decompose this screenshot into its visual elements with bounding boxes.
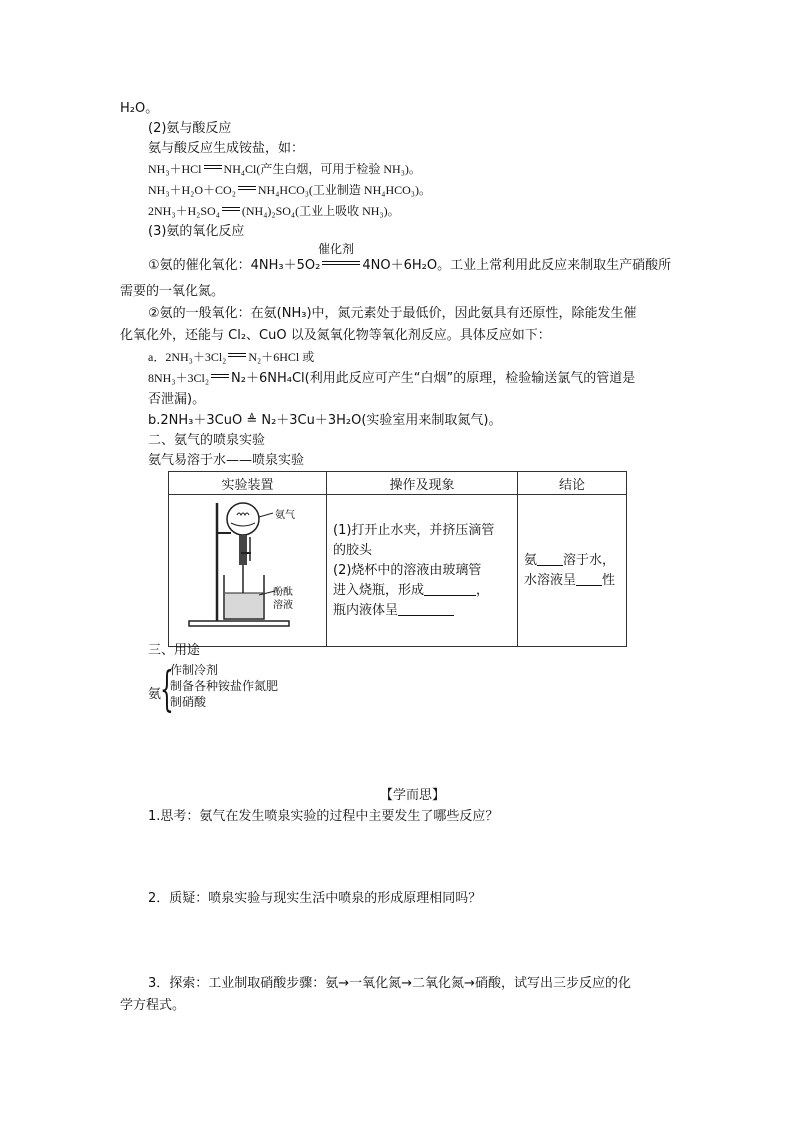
question-2: 2．质疑：喷泉实验与现实生活中喷泉的形成原理相同吗？ xyxy=(148,891,482,906)
think-title: 【学而思】 xyxy=(380,788,446,803)
reaction-3 xyxy=(148,203,400,220)
catalytic-left: ①氨的催化氧化：4NH₃＋5O₂ xyxy=(148,258,321,273)
op-text: 进入烧瓶，形成 xyxy=(333,582,425,598)
conclusion-cell xyxy=(518,495,627,647)
reaction-3-right: (NH₄)₂SO₄(工业上吸收 NH₃)。 xyxy=(241,204,400,218)
op-text: 瓶内液体呈 xyxy=(333,602,399,618)
heading-oxidation: (3)氨的氧化反应 xyxy=(148,224,245,239)
reaction-3-left: 2NH₃＋H₂SO₄ xyxy=(148,204,220,218)
heading-acid-reaction: (2)氨与酸反应 xyxy=(148,121,232,136)
reaction-a2 xyxy=(148,370,635,387)
equals-sign xyxy=(204,165,222,169)
conclusion-line-2 xyxy=(524,571,620,591)
equals-sign xyxy=(211,374,229,378)
con-text: 性 xyxy=(602,572,616,588)
reaction-2-left: NH₃＋H₂O＋CO₂ xyxy=(148,183,236,197)
catalytic-cont: 需要的一氧化氮。 xyxy=(120,284,225,299)
question-3: 3．探索：工业制取硝酸步骤：氨→一氧化氮→二氧化氮→硝酸，试写出三步反应的化 xyxy=(148,976,631,991)
conclusion-line-1 xyxy=(524,551,620,571)
reaction-a2-right: N₂＋6NH₄Cl(利用此反应可产生“白烟”的原理，检验输送氯气的管道是 xyxy=(231,371,636,386)
use-item: 制硝酸 xyxy=(170,695,207,709)
equals-sign xyxy=(228,353,246,357)
catalytic-right: 4NO＋6H₂O。工业上常利用此反应来制取生产硝酸所 xyxy=(362,258,672,273)
header-conclusion: 结论 xyxy=(518,472,627,495)
op-comma: ， xyxy=(476,582,490,598)
con-text: 水溶液呈 xyxy=(524,572,577,588)
reaction-2-right: NH₄HCO₃(工业制造 NH₄HCO₃)。 xyxy=(257,183,431,197)
use-item: 制备各种铵盐作氮肥 xyxy=(170,679,279,693)
op-line-2: 的胶头 xyxy=(333,542,373,558)
blank-line xyxy=(537,565,563,566)
catalyst-label: 催化剂 xyxy=(318,242,355,256)
equals-sign xyxy=(322,261,360,265)
equals-sign xyxy=(222,207,240,211)
operation-cell xyxy=(327,495,518,647)
con-text: 氨 xyxy=(524,552,538,568)
reaction-a2-left: 8NH₃＋3Cl₂ xyxy=(148,371,210,385)
reaction-2 xyxy=(148,182,431,199)
para-acid: 氨与酸反应生成铵盐，如： xyxy=(148,141,305,156)
fountain-intro: 氨气易溶于水——喷泉实验 xyxy=(148,453,305,468)
section-fountain: 二、氨气的喷泉实验 xyxy=(148,433,266,448)
reaction-b: b.2NH₃＋3CuO ≜ N₂＋3Cu＋3H₂O(实验室用来制取氮气)。 xyxy=(148,413,502,428)
op-line-5 xyxy=(333,601,511,621)
reaction-a xyxy=(148,349,314,366)
label-ammonia-gas: 氨气 xyxy=(275,510,295,521)
line-h2o: H₂O。 xyxy=(120,101,159,116)
blank-line xyxy=(576,585,602,586)
label-phenolphthalein: 酚酞 xyxy=(273,587,293,598)
header-apparatus: 实验装置 xyxy=(169,472,327,495)
blank-line xyxy=(424,595,476,596)
general-oxidation-2: 化氧化外，还能与 Cl₂、CuO 以及氮氧化物等氧化剂反应。具体反应如下： xyxy=(120,328,551,343)
reaction-1-right: NH₄Cl(产生白烟，可用于检验 NH₃)。 xyxy=(223,162,421,176)
reaction-a-right: N₂＋6HCl 或 xyxy=(248,350,315,364)
reaction-a2-cont: 否泄漏)。 xyxy=(148,392,206,407)
op-line-3: (2)烧杯中的溶液由玻璃管 xyxy=(333,562,482,578)
header-operation: 操作及现象 xyxy=(327,472,518,495)
general-oxidation-1: ②氨的一般氧化：在氨(NH₃)中，氮元素处于最低价，因此氨具有还原性，除能发生催 xyxy=(148,306,637,321)
blank-line xyxy=(398,615,454,616)
question-3-cont: 学方程式。 xyxy=(120,998,186,1013)
op-line-4 xyxy=(333,581,511,601)
experiment-table xyxy=(168,471,627,647)
section-uses: 三、用途 xyxy=(148,643,201,658)
label-solution: 溶液 xyxy=(273,600,293,611)
reaction-1 xyxy=(148,161,421,178)
reaction-1-left: NH₃＋HCl xyxy=(148,162,202,176)
uses-ammonia: 氨 xyxy=(148,687,162,702)
apparatus-cell xyxy=(169,495,327,647)
use-item: 作制冷剂 xyxy=(170,663,219,677)
catalytic-oxidation xyxy=(148,257,671,274)
op-line-1: (1)打开止水夹，并挤压滴管 xyxy=(333,522,495,538)
fountain-apparatus-diagram xyxy=(169,495,324,639)
brace-icon: { xyxy=(160,661,174,717)
reaction-a-left: a．2NH₃＋3Cl₂ xyxy=(148,350,227,364)
question-1: 1.思考：氨气在发生喷泉实验的过程中主要发生了哪些反应？ xyxy=(148,809,499,824)
equals-sign xyxy=(238,186,256,190)
con-text: 溶于水， xyxy=(563,552,616,568)
